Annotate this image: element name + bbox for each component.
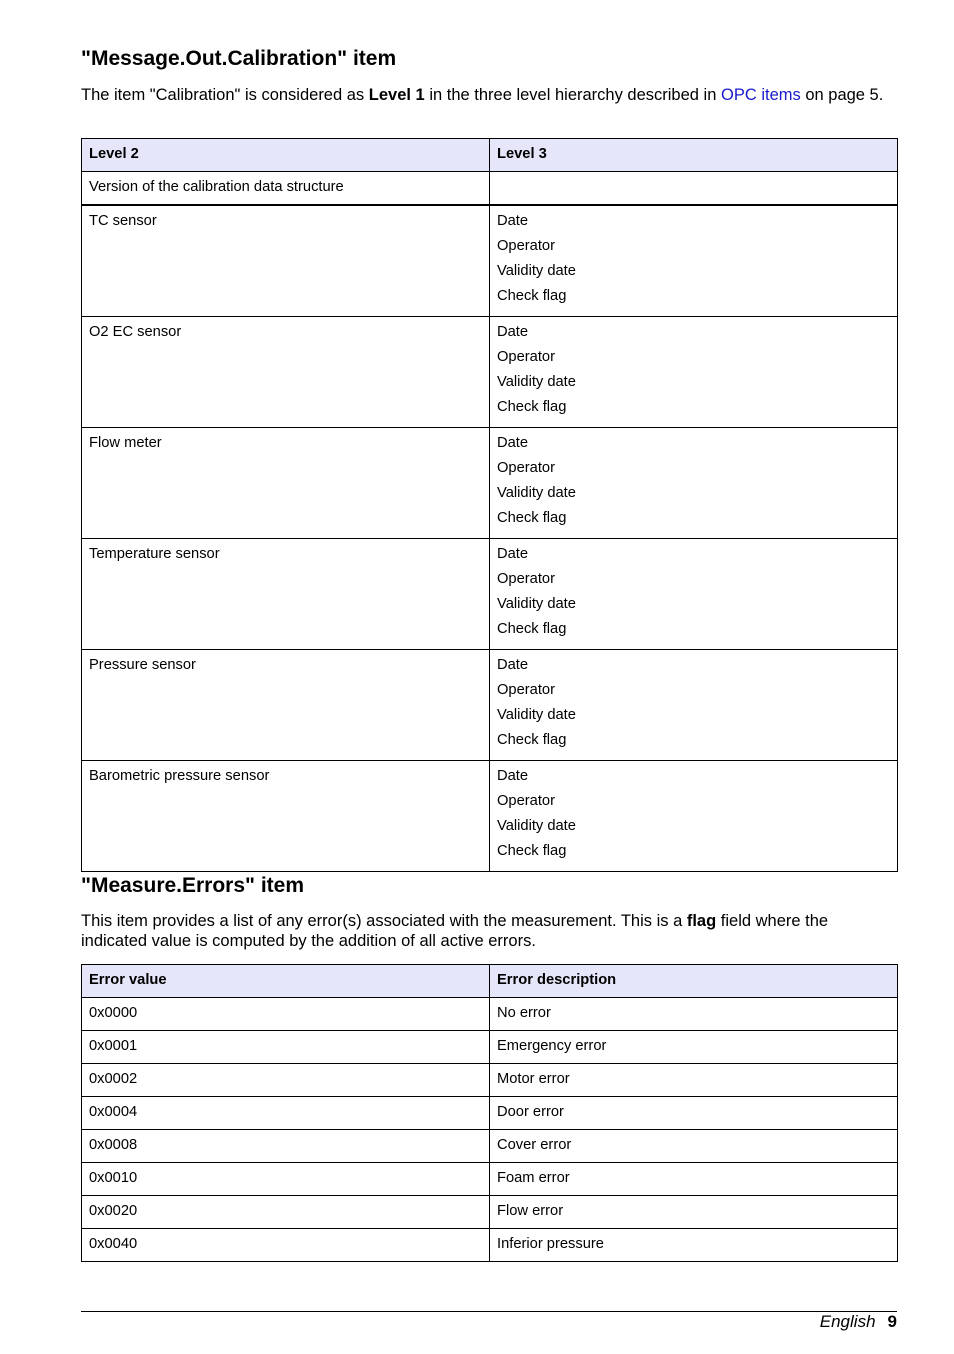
measure-errors-heading: "Measure.Errors" item (81, 874, 305, 897)
level3-cell (490, 761, 898, 872)
intro-text: This item provides a list of any error(s) associated with the measurement. This is a (81, 912, 687, 930)
error-description-cell: Door error (490, 1097, 898, 1130)
level3-cell (490, 205, 898, 317)
intro-bold: Level 1 (368, 86, 425, 104)
level3-item: Check flag (497, 843, 567, 859)
level3-item: Operator (497, 682, 555, 698)
errors-table (81, 964, 898, 1262)
intro-bold: flag (686, 912, 717, 930)
table-row (82, 539, 898, 650)
level3-item: Check flag (497, 732, 567, 748)
intro-text-end: on page 5. (800, 86, 884, 104)
header-error-value: Error value (82, 965, 490, 998)
level3-item: Operator (497, 571, 555, 587)
errors-table-header (82, 965, 898, 998)
error-value-cell: 0x0000 (82, 998, 490, 1031)
measure-errors-intro (81, 911, 897, 951)
error-description-cell: Cover error (490, 1130, 898, 1163)
table-row (82, 761, 898, 872)
intro-text-mid: in the three level hierarchy described in (424, 86, 721, 104)
level3-item: Date (497, 435, 529, 451)
level3-item: Operator (497, 238, 555, 254)
level3-cell (490, 539, 898, 650)
level3-item: Validity date (497, 374, 576, 390)
error-description-cell: Emergency error (490, 1031, 898, 1064)
table-row (82, 205, 898, 317)
page-footer (820, 1312, 897, 1332)
level3-item: Validity date (497, 263, 576, 279)
error-value-cell: 0x0010 (82, 1163, 490, 1196)
error-value-cell: 0x0040 (82, 1229, 490, 1262)
level3-item: Date (497, 213, 529, 229)
header-level-3: Level 3 (490, 139, 898, 172)
calibration-intro (81, 85, 897, 105)
error-value-cell: 0x0002 (82, 1064, 490, 1097)
error-description-cell: No error (490, 998, 898, 1031)
error-value-cell: 0x0001 (82, 1031, 490, 1064)
table-row (82, 650, 898, 761)
error-description-cell: Flow error (490, 1196, 898, 1229)
error-value-cell: 0x0008 (82, 1130, 490, 1163)
level3-item: Date (497, 324, 529, 340)
calibration-heading: "Message.Out.Calibration" item (81, 47, 397, 70)
opc-items-link[interactable]: OPC items (720, 86, 801, 104)
level3-item: Operator (497, 793, 555, 809)
intro-text: The item "Calibration" is considered as (81, 86, 369, 104)
table-row (82, 172, 898, 206)
table-row (82, 1097, 898, 1130)
table-row (82, 1064, 898, 1097)
table-row (82, 1196, 898, 1229)
level2-cell: Temperature sensor (82, 539, 490, 650)
level2-cell: TC sensor (82, 205, 490, 317)
error-description-cell: Inferior pressure (490, 1229, 898, 1262)
error-description-cell: Motor error (490, 1064, 898, 1097)
level3-item: Operator (497, 349, 555, 365)
page-number: 9 (887, 1312, 897, 1331)
level3-item: Date (497, 768, 529, 784)
error-value-cell: 0x0020 (82, 1196, 490, 1229)
level3-item: Check flag (497, 399, 567, 415)
level3-item: Validity date (497, 818, 576, 834)
level3-item: Operator (497, 460, 555, 476)
table-row (82, 1163, 898, 1196)
level3-cell (490, 428, 898, 539)
level3-item: Date (497, 546, 529, 562)
table-row (82, 1031, 898, 1064)
header-level-2: Level 2 (82, 139, 490, 172)
table-row (82, 1229, 898, 1262)
footer-language: English (819, 1312, 876, 1331)
level3-item: Check flag (497, 510, 567, 526)
level3-item: Validity date (497, 707, 576, 723)
error-description-cell: Foam error (490, 1163, 898, 1196)
level3-cell (490, 650, 898, 761)
table-row (82, 1130, 898, 1163)
table-row (82, 317, 898, 428)
table-row (82, 998, 898, 1031)
level3-item: Check flag (497, 621, 567, 637)
calibration-table (81, 138, 898, 872)
level3-item: Validity date (497, 485, 576, 501)
level3-item: Validity date (497, 596, 576, 612)
level2-cell: Flow meter (82, 428, 490, 539)
level3-cell (490, 172, 898, 206)
level2-cell: Barometric pressure sensor (82, 761, 490, 872)
level2-cell: O2 EC sensor (82, 317, 490, 428)
level3-item: Check flag (497, 288, 567, 304)
level3-item: Date (497, 657, 529, 673)
intro-text-end: field where the indicated value is computed by the addition of all active errors. (81, 912, 829, 950)
footer-divider (81, 1311, 897, 1312)
level3-cell (490, 317, 898, 428)
error-value-cell: 0x0004 (82, 1097, 490, 1130)
level2-cell: Pressure sensor (82, 650, 490, 761)
header-error-description: Error description (490, 965, 898, 998)
level2-cell: Version of the calibration data structure (82, 172, 490, 206)
table-row (82, 428, 898, 539)
calibration-table-header (82, 139, 898, 172)
